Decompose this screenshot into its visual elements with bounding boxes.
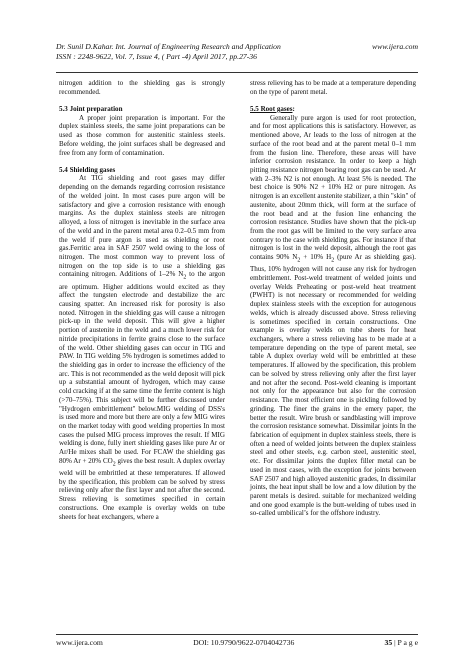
header-row-1: [56, 42, 418, 52]
page-footer: [56, 634, 418, 648]
right-column: [250, 79, 416, 518]
subscript-2: 2: [297, 257, 301, 264]
section-5-3-paragraph: A proper joint preparation is important. For the duplex stainless steels, the same joint preparations can be used as those common for austenitic stainless steels. Before welding, the joint surfaces shall be degreased and free from any form of contamination.: [59, 113, 225, 157]
section-5-5-paragraph: [250, 114, 416, 518]
section-5-5-heading-text: 5.5 Root gases: [250, 104, 293, 113]
subscript-2: 2: [331, 257, 335, 264]
subscript-2: 2: [183, 274, 187, 281]
section-5-4-text-part3: gives the best result. A duplex overlay weld will be embrittled at these temperatures. If allowed by the specification, this problem can be solved by stress relieving only after the first layer and not after the second. Stress relieving is sometimes specified in certain constructions. One example is overlay welds on tube sheets for heat exchangers, where a: [59, 456, 225, 521]
header-website: www.ijera.com: [372, 42, 418, 51]
section-5-4-text-part1: At TIG shielding and root gases may differ depending on the demands regarding corrosion resistance of the welded joint. In most cases pure argon will be satisfactory and give a corrosion resistance with enough margins. As the duplex stainless steels are nitrogen alloyed, a loss of nitrogen is inevitable in the surface area of the weld and in the parent metal area 0.2–0.5 mm from the weld if pure argon is used as shielding or root gas.Ferritic area in SAF 2507 weld owing to the loss of nitrogen. The most common way to prevent loss of nitrogen on the top side is to use a shielding gas containing nitrogen. Additions of 1–2% N: [59, 174, 225, 279]
subscript-2: 2: [112, 461, 116, 468]
section-5-4-heading: 5.4 Shielding gases: [59, 165, 116, 174]
footer-website: www.ijera.com: [56, 638, 103, 647]
section-5-4-text-part2: to the argon are optimum. Higher additions would excited as they affect the tungsten electrode and destabilize the arc causing spatter. An increased risk for porosity is also noted. Nitrogen in the shielding gas will cause a nitrogen pick-up in the weld deposit. This will give a higher portion of austenite in the weld and a much lower risk for nitride precipitations in ferrite grains close to the surface of the weld. Other shielding gases can occur in TIG and PAW. In TIG welding 5% hydrogen is sometimes added to the shielding gas in order to increase the efficiency of the arc. This is not recommended as the weld deposit will pick up a substantial amount of hydrogen, which may cause cold cracking if at the same time the ferrite content is high (>70–75%). This subject will be further discussed under "Hydrogen embrittlement" below.MIG welding of DSS's is used more and more but there are only a few MIG wires on the market today with good welding properties In most cases the pulsed MIG process improves the result. If MIG welding is done, fully inert shielding gases like pure Ar or Ar/He mixes shall be used. For FCAW the shielding gas 80% Ar + 20% CO: [59, 270, 225, 465]
issn-line: ISSN : 2248-9622, Vol. 7, Issue 4, ( Part -4) April 2017, pp.27-36: [56, 51, 257, 61]
right-intro-paragraph: stress relieving has to be made at a temperature depending on the type of parent metal.: [250, 79, 416, 96]
footer-row: [56, 638, 418, 648]
section-5-5-text-part3: (pure Ar as shielding gas). Thus, 10% hydrogen will not cause any risk for hydrogen embrittlement. Post-weld treatment of welded joints und overlay Welds Preheating or post-weld heat treatment (PWHT) is not necessary or recommended for welding duplex stainless steels with the exception for autogenous welds, which is already discussed above. Stress relieving is sometimes specified in certain constructions. One example is overlay welds on tube sheets for heat exchangers, where a stress relieving has to be made at a temperature depending on the type of parent metal, see table A duplex overlay weld will be embrittled at these temperatures. If allowed by the specification, this problem can be solved by stress relieving only after the first layer and not after the second. Post-weld cleaning is important not only for the appearance but also for the corrosion resistance. The most efficient one is pickling followed by grinding. The finer the grains in the emery paper, the better the result. Wire brush or sandblasting will improve the corrosion resistance somewhat. Dissimilar joints In the fabrication of equipment in duplex stainless steels, there is often a need of welded joints between the duplex stainless steel and other steels, e.g. carbon steel, austenitic steel, etc. For dissimilar joints the duplex filler metal can be used in most cases, with the exception for joints between SAF 2507 and high alloyed austenitic grades, In dissimilar joints, the heat input shall be low and a low dilution by the parent metals is desired. suitable for mechanized welding and one good example is the butt-welding of tubes used in so-called umbilical’s for the offshore industry.: [250, 253, 417, 518]
footer-page: [384, 638, 418, 648]
page-label: | P a g e: [394, 638, 418, 647]
section-5-5-text-part2: + 10% H: [300, 253, 332, 262]
section-5-5-text-part1: Generally pure argon is used for root protection, and for most applications this is satisfactory. However, as mentioned above, Ar leads to the loss of nitrogen at the surface of the root bead and at the parent metal 0–1 mm from the fusion line. Therefore, these areas will have inferior corrosion resistance. In order to keep a high pitting resistance nitrogen bearing root gas can be used. Ar with 2–3% N2 is not enough. At least 5% is needed. The best choice is 90% N2 + 10% H2 or pure nitrogen. As nitrogen is an excellent austenite stabilizer, a thin "skin" of austenite, about 20mm thick, will form at the surface of the root bead and at the fusion line enhancing the corrosion resistance. Studies have shown that the pick-up from the root gas will be limited to the very surface area contrary to the case with shielding gas. For instance if that nitrogen is lost in the weld deposit, although the root gas contains 90% N: [250, 113, 416, 262]
section-5-5-heading-colon: :: [292, 104, 295, 113]
section-5-3-heading: 5.3 Joint preparation: [59, 104, 123, 113]
footer-rule: [56, 634, 418, 635]
page-number: 35: [384, 638, 393, 647]
section-5-4-paragraph: [59, 174, 225, 521]
left-column: [59, 79, 225, 521]
header-rule: [56, 72, 418, 73]
section-5-5-heading: [250, 105, 416, 114]
left-intro-paragraph: nitrogen addition to the shielding gas is strongly recommended.: [59, 79, 225, 96]
journal-citation: Dr. Sunil D.Kahar. Int. Journal of Engineering Research and Application: [56, 42, 281, 51]
footer-doi: DOI: 10.9790/9622-0704042736: [193, 638, 295, 647]
page-header: [56, 42, 418, 61]
